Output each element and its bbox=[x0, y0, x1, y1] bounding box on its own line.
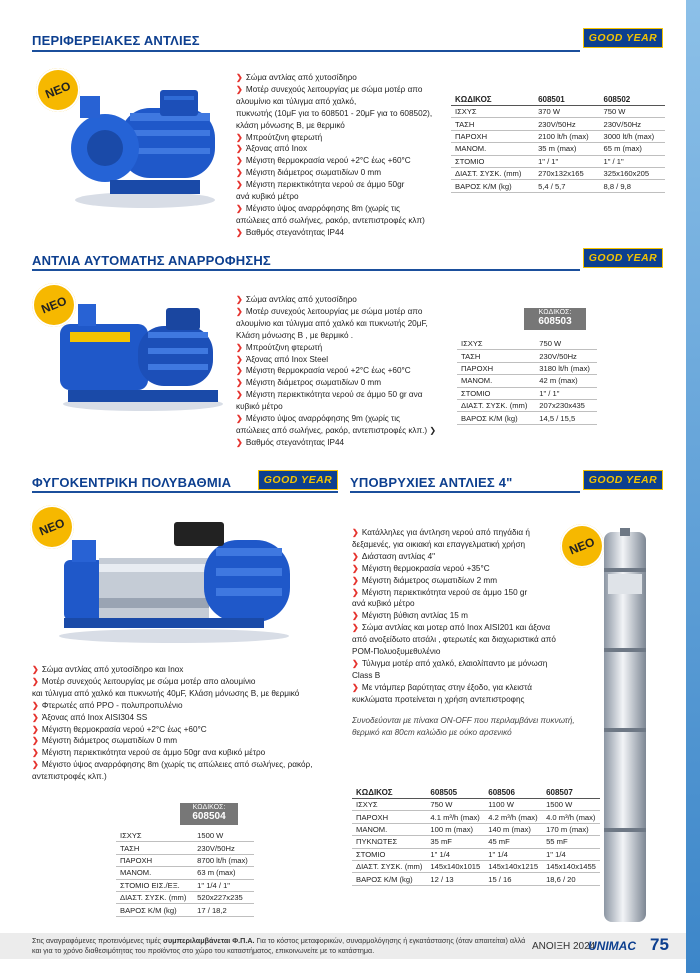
table-cell: 170 m (max) bbox=[542, 823, 600, 835]
table-cell: ΒΑΡΟΣ Κ/Μ (kg) bbox=[451, 180, 534, 192]
new-badge: ΝΕΟ bbox=[29, 61, 86, 118]
table-cell: 1" 1/4 bbox=[542, 848, 600, 860]
new-badge: ΝΕΟ bbox=[25, 276, 82, 333]
table-cell: 8,8 / 9,8 bbox=[600, 180, 665, 192]
feature-text: Μέγιστη διάμετρος σωματιδίων 0 mm bbox=[41, 736, 178, 746]
feature-text: Μέγιστη θερμοκρασία νερού +2°C έως +60°C bbox=[245, 366, 411, 376]
code-box-608504: ΚΩΔΙΚΟΣ: 608504 bbox=[180, 803, 238, 825]
page-number: 75 bbox=[650, 935, 669, 954]
bullet-arrow-icon: ❯ bbox=[236, 156, 243, 166]
section-rule bbox=[32, 269, 580, 271]
table-cell: ΙΣΧΥΣ bbox=[457, 338, 535, 350]
feature-text: Μοτέρ συνεχούς λειτουργίας με σώμα μοτέρ απο bbox=[245, 306, 423, 316]
table-row bbox=[352, 836, 600, 848]
bullet-arrow-icon: ❯ bbox=[236, 342, 243, 352]
table-cell: 45 mF bbox=[484, 836, 542, 848]
table-cell: 207x230x435 bbox=[535, 399, 597, 411]
feature-text: Κατάλληλες για άντληση νερού από πηγάδια ή bbox=[361, 528, 530, 537]
code-box-608503: ΚΩΔΙΚΟΣ: 608503 bbox=[524, 308, 586, 330]
table-row bbox=[451, 118, 665, 130]
table-cell: 145x140x1015 bbox=[426, 860, 484, 872]
table-cell: 42 m (max) bbox=[535, 375, 597, 387]
table-row bbox=[352, 799, 600, 811]
feature-line bbox=[236, 227, 432, 239]
bullet-arrow-icon: ❯ bbox=[32, 712, 39, 722]
table-cell: 750 W bbox=[426, 799, 484, 811]
peripheral-features bbox=[236, 72, 432, 239]
table-cell: 65 m (max) bbox=[600, 143, 665, 155]
table-cell: 145x140x1455 bbox=[542, 860, 600, 872]
feature-line bbox=[236, 425, 436, 437]
table-cell: 1500 W bbox=[542, 799, 600, 811]
feature-text: Μέγιστο ύψος αναρρόφησης 8m (χωρίς τις απώλειες από σωλήνες, ρακόρ, bbox=[41, 760, 313, 770]
feature-line bbox=[352, 539, 556, 551]
feature-text: Άξονας από Inox Steel bbox=[245, 354, 329, 364]
feature-line bbox=[236, 354, 436, 366]
table-row bbox=[352, 823, 600, 835]
peripheral-pump-image bbox=[60, 78, 230, 213]
table-cell: 35 mF bbox=[426, 836, 484, 848]
table-cell: 100 m (max) bbox=[426, 823, 484, 835]
feature-text: Τύλιγμα μοτέρ από χαλκό, ελαιολίπαντο με μόνωση bbox=[361, 658, 548, 668]
table-cell: 145x140x1215 bbox=[484, 860, 542, 872]
feature-line bbox=[236, 437, 436, 449]
feature-line bbox=[236, 143, 432, 155]
bullet-arrow-icon: ❯ bbox=[352, 611, 359, 621]
feature-text: Σώμα αντλίας από χυτοσίδηρο bbox=[245, 73, 357, 82]
feature-line bbox=[352, 575, 556, 587]
table-cell: ΣΤΟΜΙΟ ΕΙΣ./ΕΞ. bbox=[116, 879, 193, 891]
feature-text: Μέγιστη περιεκτικότητα νερού σε άμμο 50gr ανα κυβικό μέτρο bbox=[41, 748, 266, 758]
feature-line bbox=[236, 377, 436, 389]
bullet-arrow-icon: ❯ bbox=[352, 563, 359, 573]
self-priming-spec-table bbox=[457, 338, 597, 425]
feature-text: από ανοξείδωτο ατσάλι , φτερωτές και διαχωριστικά από bbox=[352, 635, 556, 645]
table-cell: 1" 1/4 bbox=[426, 848, 484, 860]
feature-text: κυκλώματα προτείνεται η χρήση αντεπιστροφης bbox=[352, 694, 525, 704]
footer-disclaimer: Στις αναγραφόμενες προτεινόμενες τιμές συμπεριλαμβάνεται Φ.Π.Α. Για το κόστος μεταφορικών, συναρμολόγησης ή εγκατάστασης (όταν απαιτείται) αλλά και για το χρόνο διαθεσιμότητας του προϊόντος στο χώρο του καταστήματος, επικοινωνείτε με το κατάστημα. bbox=[32, 936, 526, 955]
feature-line bbox=[236, 179, 432, 191]
bullet-arrow-icon: ❯ bbox=[352, 575, 359, 585]
feature-text: Μοτέρ συνεχούς λειτουργίας με σώμα μοτέρ απο αλουμίνιο bbox=[41, 676, 256, 686]
feature-text: Διάσταση αντλίας 4" bbox=[361, 551, 436, 561]
table-cell: 1100 W bbox=[484, 799, 542, 811]
season-label: ΑΝΟΙΞΗ 2024 bbox=[532, 941, 596, 952]
section-title-submersible: ΥΠΟΒΡΥΧΙΕΣ ΑΝΤΛΙΕΣ 4" bbox=[350, 475, 513, 490]
table-cell: ΔΙΑΣΤ. ΣΥΣΚ. (mm) bbox=[457, 399, 535, 411]
bullet-arrow-icon: ❯ bbox=[236, 295, 243, 304]
unimac-logo: UNIMAC bbox=[588, 939, 636, 953]
table-row bbox=[457, 350, 597, 362]
table-cell: ΠΑΡΟΧΗ bbox=[457, 362, 535, 374]
bullet-arrow-icon: ❯ bbox=[32, 665, 39, 674]
table-row bbox=[116, 854, 254, 866]
table-header-cell: 608507 bbox=[542, 786, 600, 799]
self-priming-pump-image bbox=[48, 296, 226, 416]
bullet-arrow-icon: ❯ bbox=[352, 682, 359, 692]
feature-line bbox=[32, 747, 312, 759]
table-cell: 35 m (max) bbox=[534, 143, 599, 155]
feature-line bbox=[236, 108, 432, 120]
feature-text: πυκνωτής (10μF για το 608501 - 20μF για το 608502), bbox=[236, 108, 433, 118]
note-line: θερμικό και 80cm καλώδιο με ούκο αρσενικό bbox=[352, 727, 512, 737]
feature-line bbox=[236, 203, 432, 215]
feature-line bbox=[236, 120, 432, 132]
table-row bbox=[451, 143, 665, 155]
bullet-arrow-icon: ❯ bbox=[236, 84, 243, 94]
feature-text: κλάση μόνωσης Β, με θερμικό bbox=[236, 120, 345, 130]
goodyear-logo: GOOD YEAR bbox=[583, 28, 663, 48]
bullet-arrow-icon: ❯ bbox=[236, 203, 243, 213]
table-row bbox=[352, 811, 600, 823]
feature-line bbox=[352, 610, 556, 622]
table-cell: 1" 1/4 / 1" bbox=[193, 879, 254, 891]
feature-text: Μέγιστο ύψος αναρρόφησης 9m (χωρίς τις bbox=[245, 414, 401, 424]
table-header-row bbox=[352, 786, 600, 799]
table-cell: 1" / 1" bbox=[534, 155, 599, 167]
feature-text: Σώμα αντλίας από χυτοσίδηρο bbox=[245, 295, 357, 304]
feature-text: Μπρούτζινη φτερωτή bbox=[245, 132, 323, 142]
feature-text: POM-Πολυοξυμεθυλένιο bbox=[352, 647, 441, 657]
feature-text: ανά κυβικό μέτρο bbox=[236, 192, 299, 202]
feature-line bbox=[236, 84, 432, 96]
bullet-arrow-icon: ❯ bbox=[236, 168, 243, 178]
table-row bbox=[352, 848, 600, 860]
table-cell: 270x132x165 bbox=[534, 167, 599, 179]
table-cell: 750 W bbox=[535, 338, 597, 350]
feature-line bbox=[236, 167, 432, 179]
table-cell: 325x160x205 bbox=[600, 167, 665, 179]
table-cell: ΣΤΟΜΙΟ bbox=[451, 155, 534, 167]
table-cell: 4.1 m³/h (max) bbox=[426, 811, 484, 823]
feature-text: απώλειες από σωλήνες, ρακόρ, αντεπιστροφές κλπ.) ❯ bbox=[236, 425, 437, 435]
feature-text: Μέγιστη θερμοκρασία νερού +35°C bbox=[361, 563, 490, 573]
bullet-arrow-icon: ❯ bbox=[236, 354, 243, 364]
table-row bbox=[457, 387, 597, 399]
bullet-arrow-icon: ❯ bbox=[236, 437, 243, 447]
feature-line bbox=[352, 563, 556, 575]
bullet-arrow-icon: ❯ bbox=[352, 528, 359, 537]
table-cell: ΜΑΝΟΜ. bbox=[116, 867, 193, 879]
table-cell: ΒΑΡΟΣ Κ/Μ (kg) bbox=[352, 873, 426, 885]
feature-line bbox=[32, 664, 312, 676]
feature-line bbox=[236, 318, 436, 330]
table-row bbox=[457, 399, 597, 411]
section-title-self-priming: ΑΝΤΛΙΑ ΑΥΤΟΜΑΤΗΣ ΑΝΑΡΡΟΦΗΣΗΣ bbox=[32, 253, 271, 268]
table-cell: 140 m (max) bbox=[484, 823, 542, 835]
table-cell: ΣΤΟΜΙΟ bbox=[457, 387, 535, 399]
feature-text: ανά κυβικό μέτρο bbox=[352, 599, 415, 609]
bullet-arrow-icon: ❯ bbox=[236, 73, 243, 82]
table-cell: 1500 W bbox=[193, 830, 254, 842]
feature-text: Μέγιστη διάμετρος σωματιδίων 0 mm bbox=[245, 378, 382, 388]
table-cell: 750 W bbox=[600, 106, 665, 118]
new-badge: ΝΕΟ bbox=[553, 517, 610, 574]
table-row bbox=[451, 167, 665, 179]
table-cell: ΙΣΧΥΣ bbox=[116, 830, 193, 842]
table-cell: ΤΑΣΗ bbox=[451, 118, 534, 130]
bullet-arrow-icon: ❯ bbox=[236, 306, 243, 316]
feature-line bbox=[236, 342, 436, 354]
feature-line bbox=[32, 676, 312, 688]
feature-text: Μοτέρ συνεχούς λειτουργίας με σώμα μοτέρ απο bbox=[245, 84, 423, 94]
table-cell: 63 m (max) bbox=[193, 867, 254, 879]
multistage-spec-table bbox=[116, 830, 254, 917]
submersible-spec-table bbox=[352, 786, 600, 886]
note-line: Συνοδεύονται με πίνακα ON-OFF που περιλαμβάνει πυκνωτή, bbox=[352, 716, 575, 725]
table-cell: 230V/50Hz bbox=[535, 350, 597, 362]
table-cell: 8700 lt/h (max) bbox=[193, 854, 254, 866]
bullet-arrow-icon: ❯ bbox=[236, 378, 243, 388]
feature-line bbox=[352, 694, 556, 706]
feature-line bbox=[32, 735, 312, 747]
feature-text: Με ντάμπερ βαρύτητας στην έξοδο, για κλειστά bbox=[361, 682, 532, 692]
feature-line bbox=[32, 724, 312, 736]
table-cell: 15 / 16 bbox=[484, 873, 542, 885]
feature-line bbox=[352, 622, 556, 634]
feature-text: Κλάση μόνωσης Β , με θερμικό . bbox=[236, 330, 354, 340]
table-header-cell: 608502 bbox=[600, 93, 665, 106]
bullet-arrow-icon: ❯ bbox=[236, 180, 243, 190]
table-row bbox=[116, 879, 254, 891]
table-cell: ΔΙΑΣΤ. ΣΥΣΚ. (mm) bbox=[352, 860, 426, 872]
table-row bbox=[116, 830, 254, 842]
feature-line bbox=[352, 634, 556, 646]
table-cell: ΒΑΡΟΣ Κ/Μ (kg) bbox=[457, 412, 535, 424]
table-cell: 1" / 1" bbox=[600, 155, 665, 167]
bullet-arrow-icon: ❯ bbox=[32, 724, 39, 734]
table-cell: ΤΑΣΗ bbox=[457, 350, 535, 362]
peripheral-spec-table bbox=[451, 93, 665, 193]
table-cell: 55 mF bbox=[542, 836, 600, 848]
table-cell: ΣΤΟΜΙΟ bbox=[352, 848, 426, 860]
table-cell: 230V/50Hz bbox=[534, 118, 599, 130]
table-row bbox=[451, 155, 665, 167]
feature-line bbox=[352, 646, 556, 658]
feature-line bbox=[236, 215, 432, 227]
feature-line bbox=[236, 401, 436, 413]
table-row bbox=[116, 867, 254, 879]
goodyear-logo: GOOD YEAR bbox=[583, 248, 663, 268]
table-cell: 5,4 / 5,7 bbox=[534, 180, 599, 192]
multistage-features bbox=[32, 664, 312, 783]
submersible-note bbox=[352, 715, 575, 739]
table-cell: ΠΑΡΟΧΗ bbox=[451, 130, 534, 142]
new-badge: ΝΕΟ bbox=[23, 498, 80, 555]
feature-text: Μέγιστη θερμοκρασία νερού +2°C έως +60°C bbox=[245, 156, 411, 166]
feature-text: αντεπιστροφές κλπ.) bbox=[32, 772, 107, 782]
multistage-pump-image bbox=[44, 518, 300, 646]
bullet-arrow-icon: ❯ bbox=[352, 551, 359, 561]
table-cell: 1" / 1" bbox=[535, 387, 597, 399]
feature-line bbox=[352, 598, 556, 610]
feature-text: Class B bbox=[352, 670, 381, 680]
table-header-cell: 608505 bbox=[426, 786, 484, 799]
table-cell: ΜΑΝΟΜ. bbox=[457, 375, 535, 387]
feature-text: αλουμίνιο και τύλιγμα από χαλκό, bbox=[236, 96, 357, 106]
table-header-cell: 608501 bbox=[534, 93, 599, 106]
feature-text: Μέγιστη βύθιση αντλίας 15 m bbox=[361, 611, 468, 621]
feature-line bbox=[32, 712, 312, 724]
bullet-arrow-icon: ❯ bbox=[32, 760, 39, 770]
feature-line bbox=[32, 700, 312, 712]
table-row bbox=[457, 362, 597, 374]
submersible-features bbox=[352, 527, 556, 706]
table-row bbox=[352, 873, 600, 885]
table-cell: ΔΙΑΣΤ. ΣΥΣΚ. (mm) bbox=[451, 167, 534, 179]
feature-text: Βαθμός στεγανότητας IP44 bbox=[245, 437, 345, 447]
feature-line bbox=[236, 72, 432, 84]
table-cell: 3180 lt/h (max) bbox=[535, 362, 597, 374]
feature-text: Άξονας από Inox bbox=[245, 144, 308, 154]
table-row bbox=[352, 860, 600, 872]
feature-text: αλουμίνιο και τύλιγμα από χαλκό και πυκνωτής 20μF, bbox=[236, 318, 428, 328]
bullet-arrow-icon: ❯ bbox=[236, 227, 243, 237]
table-row bbox=[116, 904, 254, 916]
feature-text: Μέγιστη περιεκτικότητα νερού σε άμμο 50gr bbox=[245, 180, 405, 190]
feature-text: Σώμα αντλίας από χυτοσίδηρο και Inox bbox=[41, 665, 184, 674]
bullet-arrow-icon: ❯ bbox=[236, 390, 243, 400]
section-title-multistage: ΦΥΓΟΚΕΝΤΡΙΚΗ ΠΟΛΥΒΑΘΜΙΑ bbox=[32, 475, 232, 490]
section-rule bbox=[350, 491, 580, 493]
feature-text: Μέγιστη θερμοκρασία νερού +2°C έως +60°C bbox=[41, 724, 207, 734]
self-priming-features bbox=[236, 294, 436, 449]
submersible-pump-image bbox=[590, 528, 660, 928]
table-row bbox=[457, 412, 597, 424]
table-cell: ΤΑΣΗ bbox=[116, 842, 193, 854]
table-cell: 12 / 13 bbox=[426, 873, 484, 885]
section-rule bbox=[32, 50, 580, 52]
table-cell: 1" 1/4 bbox=[484, 848, 542, 860]
feature-line bbox=[236, 389, 436, 401]
table-row bbox=[116, 891, 254, 903]
feature-line bbox=[236, 132, 432, 144]
table-cell: 18,6 / 20 bbox=[542, 873, 600, 885]
goodyear-logo: GOOD YEAR bbox=[258, 470, 338, 490]
table-cell: ΙΣΧΥΣ bbox=[352, 799, 426, 811]
table-cell: 14,5 / 15,5 bbox=[535, 412, 597, 424]
feature-line bbox=[236, 155, 432, 167]
table-cell: ΠΑΡΟΧΗ bbox=[352, 811, 426, 823]
table-cell: 520x227x235 bbox=[193, 891, 254, 903]
feature-line bbox=[236, 330, 436, 342]
bullet-arrow-icon: ❯ bbox=[32, 748, 39, 758]
table-cell: ΒΑΡΟΣ Κ/Μ (kg) bbox=[116, 904, 193, 916]
feature-text: και τύλιγμα από χαλκό και πυκνωτής 40μF, Κλάση μόνωσης Β, με θερμικό bbox=[32, 688, 300, 698]
feature-text: Φτερωτές από PPO - πολυπροπυλένιο bbox=[41, 700, 183, 710]
table-row bbox=[457, 375, 597, 387]
feature-line bbox=[32, 771, 312, 783]
bullet-arrow-icon: ❯ bbox=[236, 414, 243, 424]
feature-line bbox=[236, 413, 436, 425]
table-row bbox=[451, 130, 665, 142]
table-cell: 230V/50Hz bbox=[193, 842, 254, 854]
bullet-arrow-icon: ❯ bbox=[352, 587, 359, 597]
table-cell: ΜΑΝΟΜ. bbox=[352, 823, 426, 835]
feature-line bbox=[236, 191, 432, 203]
feature-line bbox=[236, 306, 436, 318]
feature-line bbox=[352, 670, 556, 682]
feature-text: Μέγιστο ύψος αναρρόφησης 8m (χωρίς τις bbox=[245, 203, 401, 213]
table-cell: ΜΑΝΟΜ. bbox=[451, 143, 534, 155]
table-cell: 230V/50Hz bbox=[600, 118, 665, 130]
table-header-cell: 608506 bbox=[484, 786, 542, 799]
feature-line bbox=[352, 658, 556, 670]
section-rule bbox=[32, 491, 338, 493]
bullet-arrow-icon: ❯ bbox=[236, 132, 243, 142]
feature-text: Μπρούτζινη φτερωτή bbox=[245, 342, 323, 352]
feature-line bbox=[352, 527, 556, 539]
feature-line bbox=[352, 551, 556, 563]
feature-text: Μέγιστη περιεκτικότητα νερού σε άμμο 50 gr ανα bbox=[245, 390, 423, 400]
feature-text: απώλειες από σωλήνες, ρακόρ, αντεπιστροφές κλπ) bbox=[236, 215, 425, 225]
bullet-arrow-icon: ❯ bbox=[32, 700, 39, 710]
bullet-arrow-icon: ❯ bbox=[352, 658, 359, 668]
feature-line bbox=[236, 96, 432, 108]
section-title-peripheral: ΠΕΡΙΦΕΡΕΙΑΚΕΣ ΑΝΤΛΙΕΣ bbox=[32, 33, 200, 48]
feature-text: Μέγιστη διάμετρος σωματιδίων 0 mm bbox=[245, 168, 382, 178]
feature-line bbox=[236, 365, 436, 377]
feature-text: Σώμα αντλίας και μοτερ από Inox AISI201 και άξονα bbox=[361, 623, 551, 633]
page-edge-band bbox=[686, 0, 700, 973]
feature-text: Άξονας από Inox AISI304 SS bbox=[41, 712, 148, 722]
table-cell: 3000 lt/h (max) bbox=[600, 130, 665, 142]
feature-line bbox=[32, 688, 312, 700]
table-cell: ΔΙΑΣΤ. ΣΥΣΚ. (mm) bbox=[116, 891, 193, 903]
table-cell: ΠΑΡΟΧΗ bbox=[116, 854, 193, 866]
table-header-cell: ΚΩΔΙΚΟΣ bbox=[352, 786, 426, 799]
table-row bbox=[451, 106, 665, 118]
table-header-row bbox=[451, 93, 665, 106]
table-cell: 4.0 m³/h (max) bbox=[542, 811, 600, 823]
table-header-cell: ΚΩΔΙΚΟΣ bbox=[451, 93, 534, 106]
goodyear-logo: GOOD YEAR bbox=[583, 470, 663, 490]
table-cell: 4.2 m³/h (max) bbox=[484, 811, 542, 823]
table-cell: ΙΣΧΥΣ bbox=[451, 106, 534, 118]
table-cell: 2100 lt/h (max) bbox=[534, 130, 599, 142]
feature-text: κυβικό μέτρο bbox=[236, 402, 283, 412]
feature-line bbox=[352, 682, 556, 694]
table-cell: 17 / 18,2 bbox=[193, 904, 254, 916]
table-row bbox=[457, 338, 597, 350]
feature-text: δεξαμενές, για οικιακή και επαγγελματική χρήση bbox=[352, 539, 526, 549]
bullet-arrow-icon: ❯ bbox=[352, 623, 359, 633]
feature-text: Μέγιστη διάμετρος σωματιδίων 2 mm bbox=[361, 575, 498, 585]
table-cell: 370 W bbox=[534, 106, 599, 118]
feature-line bbox=[352, 587, 556, 599]
bullet-arrow-icon: ❯ bbox=[32, 736, 39, 746]
feature-text: Μέγιστη περιεκτικότητα νερού σε άμμο 150 gr bbox=[361, 587, 528, 597]
feature-text: Βαθμός στεγανότητας IP44 bbox=[245, 227, 345, 237]
bullet-arrow-icon: ❯ bbox=[32, 676, 39, 686]
feature-line bbox=[32, 759, 312, 771]
feature-line bbox=[236, 294, 436, 306]
table-row bbox=[451, 180, 665, 192]
table-cell: ΠΥΚΝΩΤΕΣ bbox=[352, 836, 426, 848]
bullet-arrow-icon: ❯ bbox=[236, 144, 243, 154]
bullet-arrow-icon: ❯ bbox=[236, 366, 243, 376]
table-row bbox=[116, 842, 254, 854]
